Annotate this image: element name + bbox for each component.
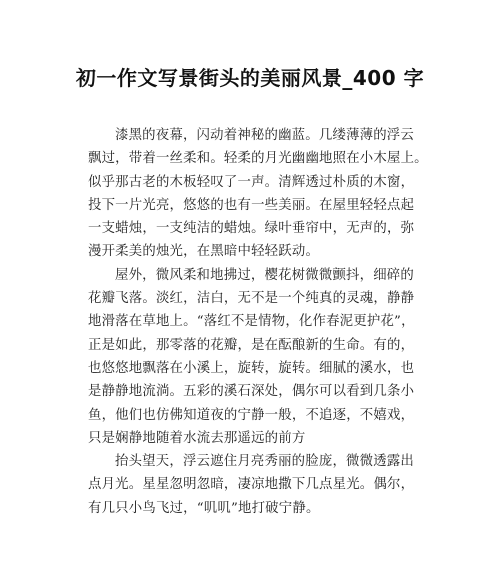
paragraph-line: 只是娴静地随着水流去那遥远的前方 [88,430,306,446]
paragraph-line: 似乎那古老的木板轻叹了一声。清辉透过朴质的木窗， [88,174,415,190]
paragraph-line: 漆黑的夜幕，闪动着神秘的幽蓝。几缕薄薄的浮云 [115,128,414,143]
paragraph-line: 鱼，他们也仿佛知道夜的宁静一般，不追逐，不嬉戏， [88,407,415,423]
paragraph-line: 花瓣飞落。淡红，洁白，无不是一个纯真的灵魂，静静 [88,291,415,307]
paragraph-line: 是静静地流淌。五彩的溪石深处，偶尔可以看到几条小 [88,384,415,400]
paragraph-line: 屋外，微风柔和地拂过，樱花树微微颤抖，细碎的 [115,267,414,283]
paragraph-line: 正是如此，那零落的花瓣，是在酝酿新的生命。有的， [88,337,415,353]
article-title: 初一作文写景街头的美丽风景_400 字 [75,66,425,90]
paragraph-line: 也悠悠地飘落在小溪上，旋转，旋转。细腻的溪水，也 [88,360,415,376]
paragraph-line: 点月光。星星忽明忽暗，凄凉地撒下几点星光。偶尔， [88,477,415,493]
paragraph-line: 一支蜡烛，一支纯洁的蜡烛。绿叶垂帘中，无声的，弥 [88,221,415,237]
paragraph-line: 投下一片光亮，悠悠的也有一些美丽。在屋里轻轻点起 [88,197,415,213]
paragraph-line: 抬头望天，浮云遮住月亮秀丽的脸庞，微微透露出 [115,454,414,470]
article-body [88,124,428,520]
paragraph-line: 地滑落在草地上。“落红不是情物，化作春泥更护花”， [88,314,415,330]
paragraph-line: 有几只小鸟飞过，“叽叽”地打破宁静。 [88,500,320,516]
paragraph-line: 漫开柔美的烛光，在黑暗中轻轻跃动。 [88,244,320,260]
paragraph-line: 飘过，带着一丝柔和。轻柔的月光幽幽地照在小木屋上。 [88,151,428,167]
